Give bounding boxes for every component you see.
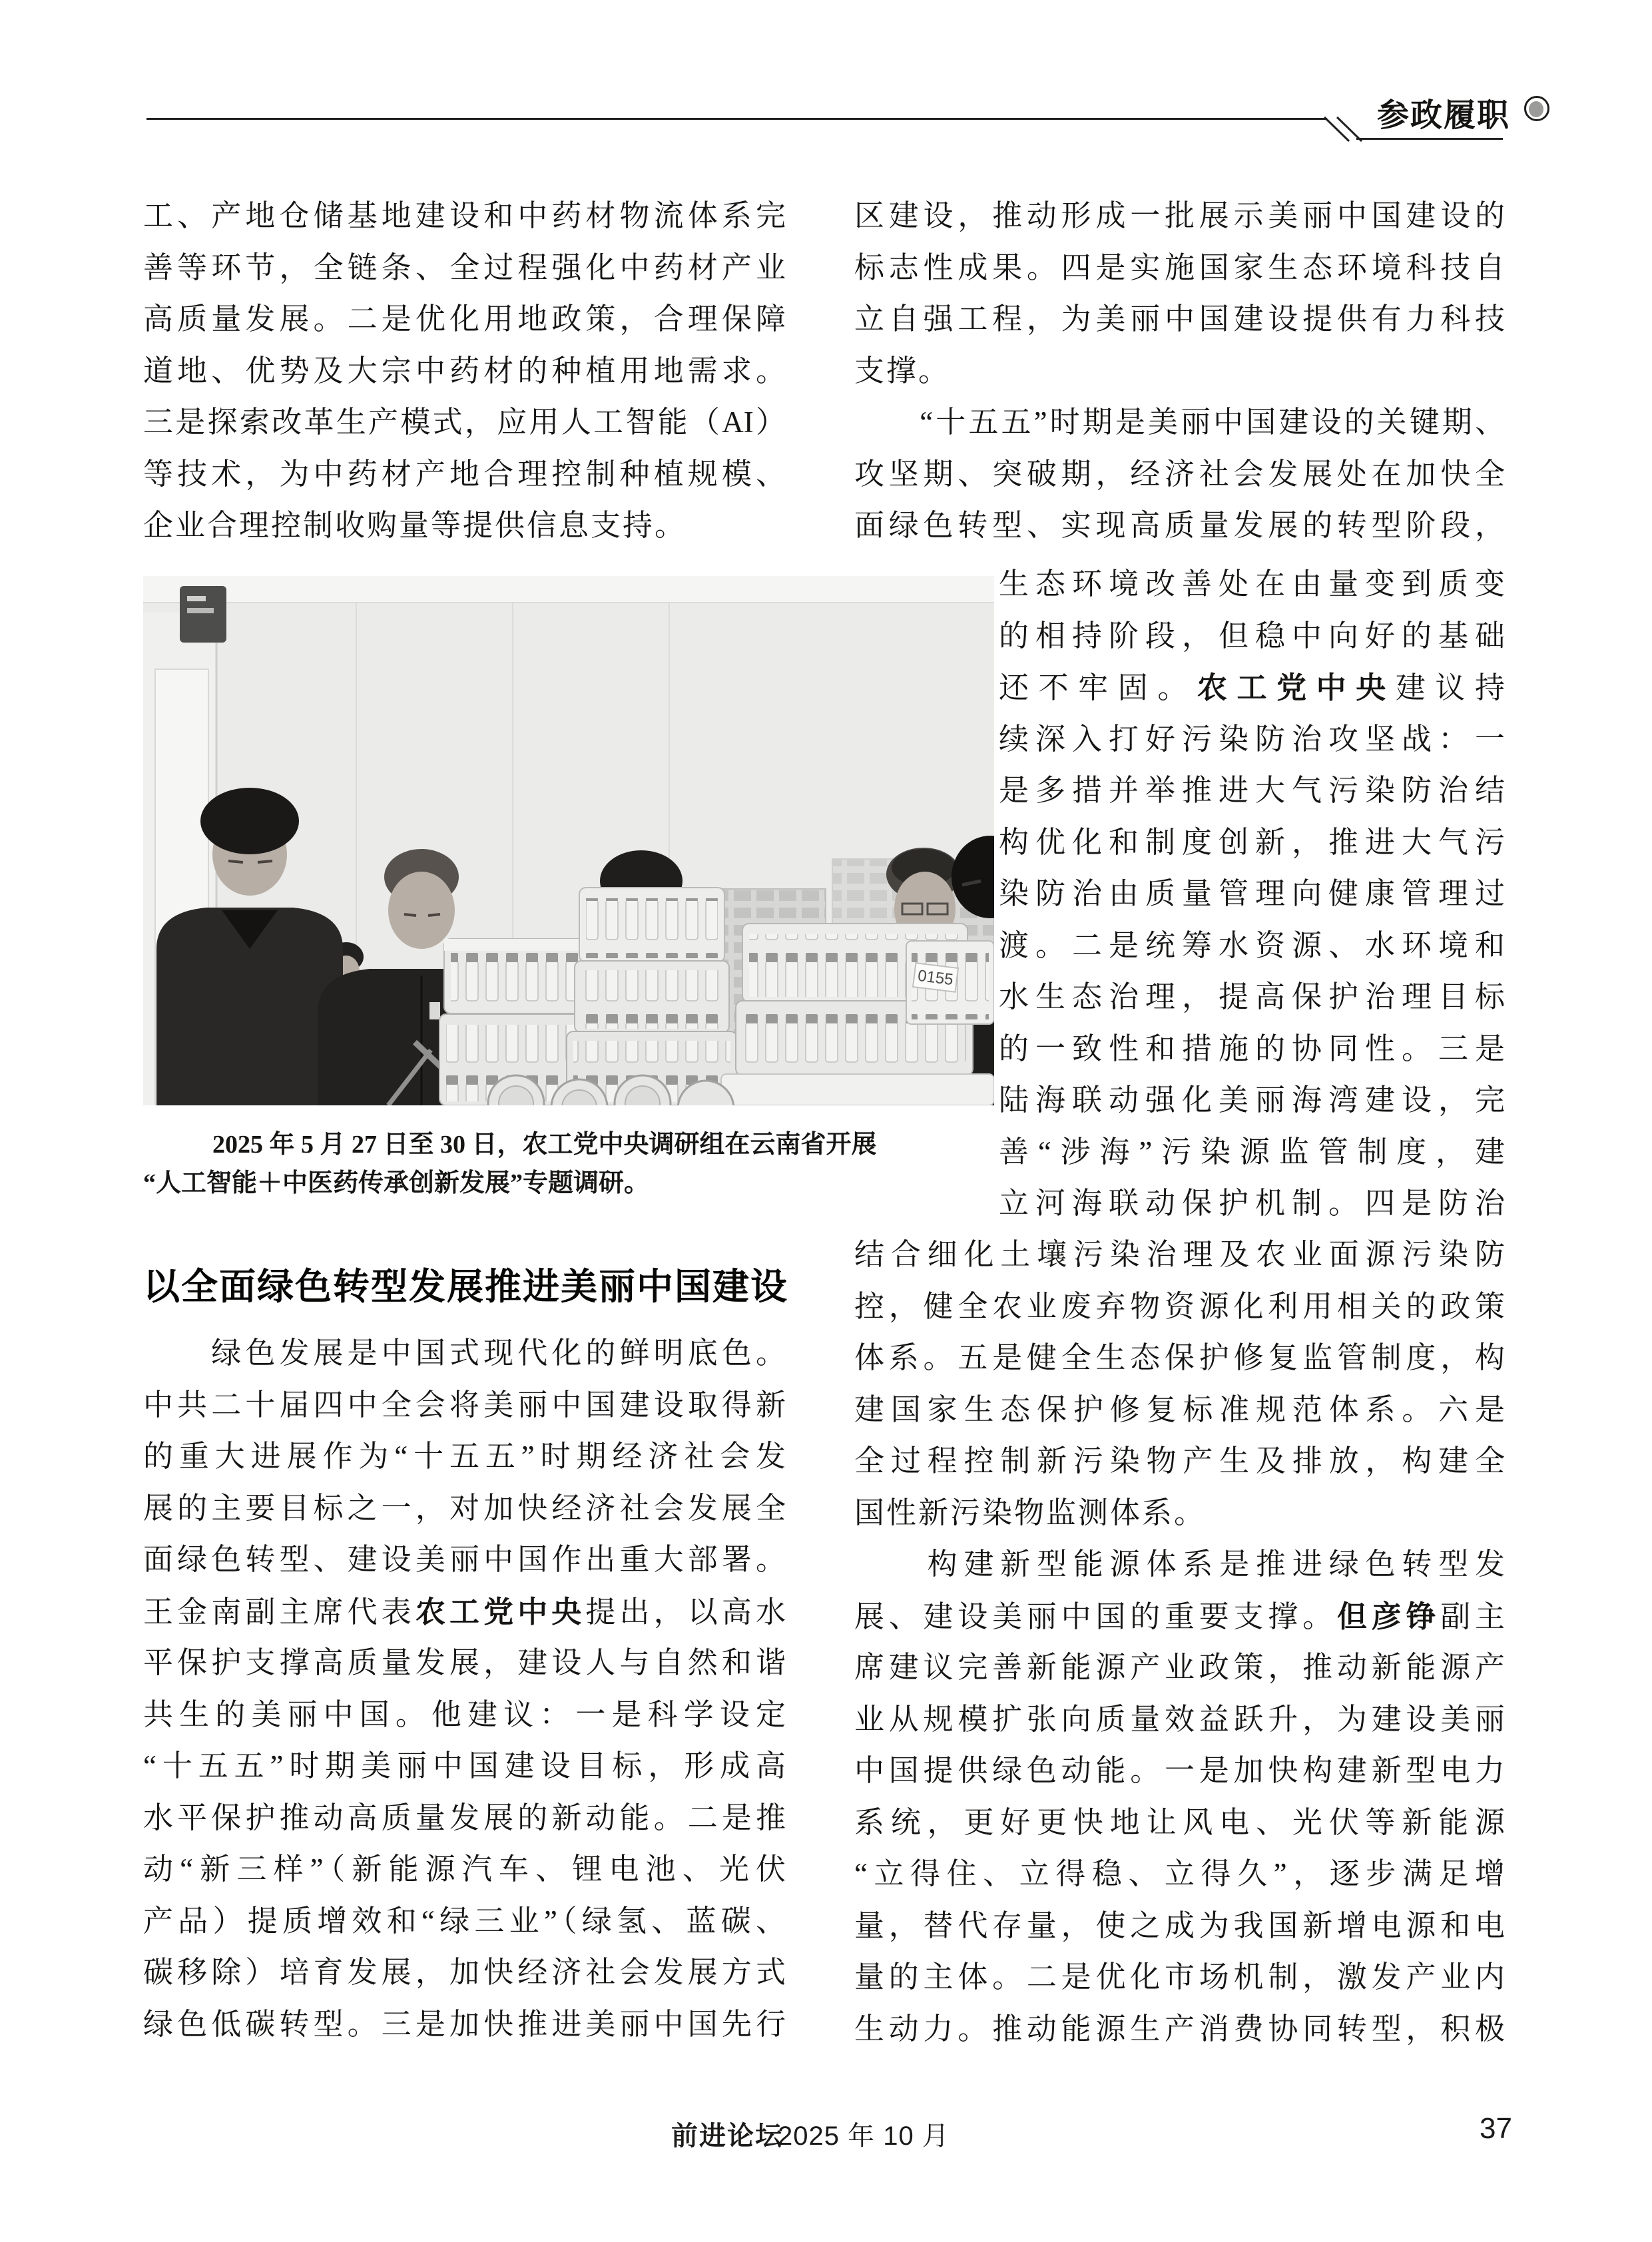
photo-illustration bbox=[143, 576, 994, 1105]
dot-core bbox=[1529, 101, 1543, 117]
section-dot-icon bbox=[1524, 96, 1549, 121]
text-line: 席建议完善新能源产业政策，推动新能源产 bbox=[854, 1651, 1505, 1684]
text-line: 产品）提质增效和“绿三业”（绿氢、蓝碳、 bbox=[143, 1904, 786, 1938]
right-column-paragraph-3 bbox=[854, 1539, 1505, 2055]
text-line: 国性新污染物监测体系。 bbox=[854, 1496, 1207, 1530]
bold-name: 农工党中央 bbox=[1197, 671, 1396, 704]
right-column-narrow-block bbox=[999, 559, 1505, 1230]
text-line: 量的主体。二是优化市场机制，激发产业内 bbox=[854, 1960, 1505, 1994]
text-line: 渡。二是统筹水资源、水环境和 bbox=[999, 928, 1505, 962]
text-line: 中国提供绿色动能。一是加快构建新型电力 bbox=[854, 1754, 1505, 1787]
text-line: 生态环境改善处在由量变到质变 bbox=[999, 567, 1505, 601]
text-line: 标志性成果。四是实施国家生态环境科技自 bbox=[854, 250, 1505, 284]
text-line: 体系。五是健全生态保护修复监管制度，构 bbox=[854, 1341, 1505, 1374]
issue-date: 2025 年 10 月 bbox=[778, 2121, 950, 2151]
article-heading: 以全面绿色转型发展推进美丽中国建设 bbox=[143, 1266, 789, 1307]
section-label: 参政履职 bbox=[1377, 98, 1511, 133]
header-rule-left bbox=[146, 118, 1327, 120]
text-line: 的重大进展作为“十五五”时期经济社会发 bbox=[143, 1440, 786, 1473]
text-segment: 王金南副主席代表 bbox=[143, 1595, 415, 1629]
text-segment: 展、建设美丽中国的重要支撑。 bbox=[854, 1599, 1337, 1633]
bold-name: 农工党中央 bbox=[415, 1594, 586, 1629]
text-line: 三是探索改革生产模式，应用人工智能（AI） bbox=[143, 406, 786, 439]
text-line: “立得住、立得稳、立得久”，逐步满足增 bbox=[854, 1857, 1505, 1890]
text-line bbox=[854, 1591, 1505, 1643]
text-line: 水平保护推动高质量发展的新动能。二是推 bbox=[143, 1801, 786, 1834]
left-column-paragraph-2 bbox=[143, 1328, 786, 2050]
text-line: 共生的美丽中国。他建议：一是科学设定 bbox=[143, 1697, 786, 1731]
text-line: 业从规模扩张向质量效益跃升，为建设美丽 bbox=[854, 1702, 1505, 1736]
text-line: 续深入打好污染防治攻坚战：一 bbox=[999, 722, 1505, 756]
right-column-tail-block bbox=[854, 1229, 1505, 1539]
text-line: 构建新型能源体系是推进绿色转型发 bbox=[854, 1547, 1505, 1581]
photo-caption bbox=[143, 1125, 877, 1203]
text-line: 善“涉海”污染源监管制度，建 bbox=[999, 1135, 1505, 1169]
text-line: 面绿色转型、建设美丽中国作出重大部署。 bbox=[143, 1543, 786, 1576]
text-line: 水生态治理，提高保护治理目标 bbox=[999, 980, 1505, 1013]
text-line: 平保护支撑高质量发展，建设人与自然和谐 bbox=[143, 1646, 786, 1679]
text-line: 立自强工程，为美丽中国建设提供有力科技 bbox=[854, 302, 1505, 336]
text-line: 立河海联动保护机制。四是防治 bbox=[999, 1187, 1505, 1220]
text-line bbox=[143, 1586, 786, 1638]
text-line: 攻坚期、突破期，经济社会发展处在加快全 bbox=[854, 457, 1505, 491]
text-line: 的一致性和措施的协同性。三是 bbox=[999, 1031, 1505, 1065]
box-label-text: 0155 bbox=[916, 966, 955, 989]
text-line: 面绿色转型、实现高质量发展的转型阶段， bbox=[854, 509, 1505, 542]
text-line: 中共二十届四中全会将美丽中国建设取得新 bbox=[143, 1388, 786, 1422]
text-line: 等技术，为中药材产地合理控制种植规模、 bbox=[143, 457, 786, 491]
text-line bbox=[999, 662, 1505, 714]
text-line: 的相持阶段，但稳中向好的基础 bbox=[999, 619, 1505, 653]
text-line: 系统，更好更快地让风电、光伏等新能源 bbox=[854, 1805, 1505, 1839]
text-line: 是多措并举推进大气污染防治结 bbox=[999, 774, 1505, 807]
journal-name: 前进论坛 bbox=[671, 2121, 783, 2151]
wall-sign bbox=[180, 586, 226, 643]
text-line: 绿色发展是中国式现代化的鲜明底色。 bbox=[143, 1336, 786, 1370]
caption-line: 2025 年 5 月 27 日至 30 日，农工党中央调研组在云南省开展 bbox=[212, 1131, 877, 1159]
text-line: 建国家生态保护修复标准规范体系。六是 bbox=[854, 1392, 1505, 1426]
text-line: 区建设，推动形成一批展示美丽中国建设的 bbox=[854, 199, 1505, 232]
text-line: 工、产地仓储基地建设和中药材物流体系完 bbox=[143, 199, 786, 232]
text-line: 构优化和制度创新，推进大气污 bbox=[999, 825, 1505, 859]
text-line: 支撑。 bbox=[854, 354, 951, 388]
sample-box-label bbox=[913, 963, 958, 992]
text-line: 陆海联动强化美丽海湾建设，完 bbox=[999, 1083, 1505, 1117]
text-line: 企业合理控制收购量等提供信息支持。 bbox=[143, 509, 687, 542]
text-line: 善等环节，全链条、全过程强化中药材产业 bbox=[143, 250, 786, 284]
text-segment: 建议持 bbox=[1395, 671, 1505, 704]
bold-name: 但彦铮 bbox=[1336, 1599, 1441, 1633]
text-line: 生动力。推动能源生产消费协同转型，积极 bbox=[854, 2012, 1505, 2046]
text-line: 碳移除）培育发展，加快经济社会发展方式 bbox=[143, 1956, 786, 1989]
text-line: 结合细化土壤污染治理及农业面源污染防 bbox=[854, 1238, 1505, 1271]
text-line: 控，健全农业废弃物资源化利用相关的政策 bbox=[854, 1289, 1505, 1323]
text-segment: 还不牢固。 bbox=[999, 671, 1197, 704]
text-line: 量，替代存量，使之成为我国新增电源和电 bbox=[854, 1908, 1505, 1942]
text-line: “十五五”时期美丽中国建设目标，形成高 bbox=[143, 1749, 786, 1783]
article-photo bbox=[143, 576, 994, 1105]
page-number: 37 bbox=[1480, 2112, 1512, 2145]
text-line: 道地、优势及大宗中药材的种植用地需求。 bbox=[143, 354, 786, 388]
caption-line: “人工智能＋中医药传承创新发展”专题调研。 bbox=[143, 1169, 650, 1197]
text-line: 展的主要目标之一，对加快经济社会发展全 bbox=[143, 1491, 786, 1525]
text-line: “十五五”时期是美丽中国建设的关键期、 bbox=[854, 406, 1505, 439]
text-line: 绿色低碳转型。三是加快推进美丽中国先行 bbox=[143, 2007, 786, 2041]
left-column-paragraph-1 bbox=[143, 190, 786, 552]
header-slash-break bbox=[1322, 114, 1365, 144]
text-line: 全过程控制新污染物产生及排放，构建全 bbox=[854, 1444, 1505, 1478]
right-column-paragraph-1 bbox=[854, 190, 1505, 552]
text-segment: 提出，以高水 bbox=[585, 1595, 786, 1629]
text-line: 高质量发展。二是优化用地政策，合理保障 bbox=[143, 302, 786, 336]
text-line: 染防治由质量管理向健康管理过 bbox=[999, 877, 1505, 910]
text-line: 动“新三样”（新能源汽车、锂电池、光伏 bbox=[143, 1852, 786, 1886]
text-segment: 副主 bbox=[1440, 1599, 1505, 1633]
header-rule-right bbox=[1356, 138, 1503, 140]
